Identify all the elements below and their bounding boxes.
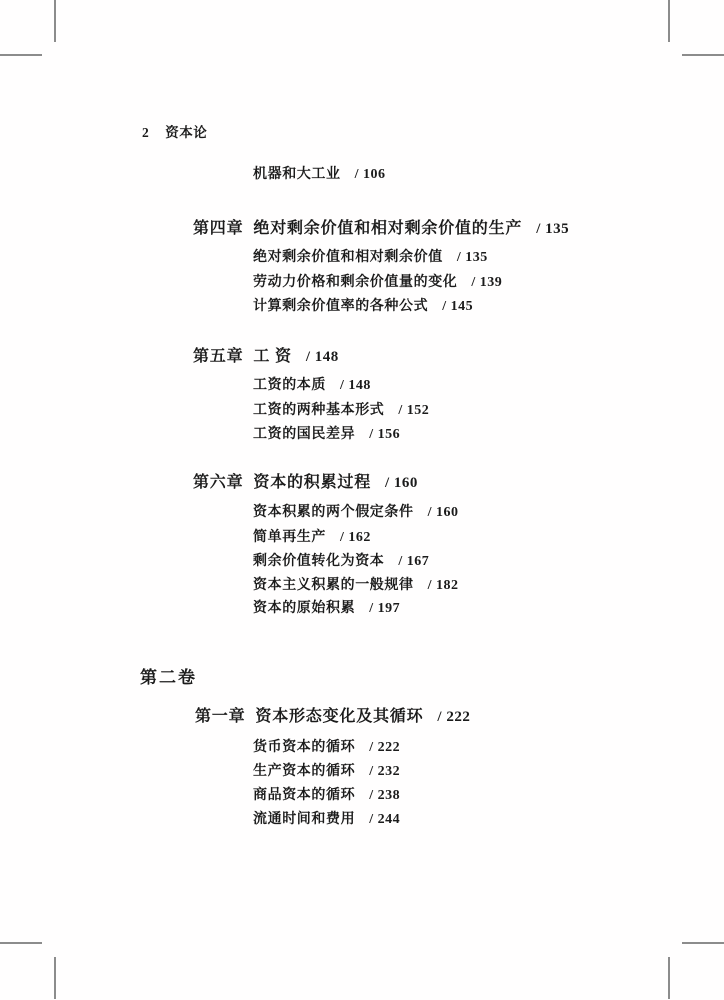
chapter-title: 绝对剩余价值和相对剩余价值的生产: [253, 220, 523, 237]
page-number: 2: [142, 125, 150, 140]
toc-entry: [253, 163, 386, 183]
volume-heading: [140, 663, 197, 688]
chapter-label: 第五章: [193, 348, 244, 365]
toc-entry-page: / 106: [354, 167, 386, 182]
toc-entry: [253, 501, 459, 521]
toc-entry-page: / 162: [340, 530, 371, 545]
running-title: 资本论: [165, 125, 208, 140]
toc-entry-title: 劳动力价格和剩余价值量的变化: [253, 275, 458, 290]
toc-entry-page: / 135: [456, 250, 488, 265]
chapter-title: 资本的积累过程: [253, 474, 372, 491]
toc-entry-page: / 167: [398, 554, 430, 569]
chapter-page: / 222: [437, 709, 471, 725]
chapter-label: 第一章: [195, 708, 246, 725]
toc-entry: [253, 526, 371, 546]
toc-entry-title: 资本的原始积累: [253, 601, 356, 616]
toc-entry-title: 生产资本的循环: [253, 764, 356, 779]
toc-entry-page: / 139: [471, 275, 503, 290]
toc-entry-title: 计算剩余价值率的各种公式: [253, 299, 429, 314]
chapter-page: / 160: [385, 475, 418, 491]
toc-entry: [253, 574, 459, 594]
toc-entry: [253, 295, 473, 315]
toc-entry-title: 货币资本的循环: [253, 740, 356, 755]
toc-entry-page: / 160: [427, 505, 459, 520]
chapter-page: / 135: [536, 221, 570, 237]
chapter-heading: [193, 215, 569, 238]
chapter-heading: [195, 703, 470, 726]
toc-entry-page: / 148: [340, 378, 371, 393]
toc-entry-page: / 238: [369, 788, 401, 803]
running-header: [142, 121, 207, 141]
toc-entry: [253, 423, 400, 443]
toc-entry-title: 绝对剩余价值和相对剩余价值: [253, 250, 443, 265]
toc-entry-title: 资本积累的两个假定条件: [253, 505, 414, 520]
chapter-page: / 148: [305, 349, 339, 365]
crop-mark-bottom-left-vertical: [54, 957, 56, 999]
toc-entry-page: / 182: [427, 578, 459, 593]
chapter-label: 第六章: [193, 474, 244, 491]
toc-entry: [253, 784, 400, 804]
toc-entry: [253, 760, 400, 780]
toc-entry: [253, 374, 371, 394]
toc-entry-page: / 222: [369, 740, 401, 755]
toc-entry-page: / 145: [442, 299, 474, 314]
crop-mark-top-right-horizontal: [682, 54, 724, 56]
chapter-heading: [193, 343, 339, 366]
toc-entry-title: 机器和大工业: [253, 167, 341, 182]
toc-entry-page: / 156: [369, 427, 401, 442]
crop-mark-top-right-vertical: [668, 0, 670, 42]
toc-entry-title: 流通时间和费用: [253, 812, 356, 827]
chapter-title: 工 资: [253, 348, 292, 365]
toc-entry: [253, 246, 488, 266]
toc-entry: [253, 271, 502, 291]
toc-entry: [253, 597, 400, 617]
toc-entry: [253, 808, 400, 828]
toc-entry-title: 简单再生产: [253, 530, 326, 545]
toc-entry-page: / 152: [398, 403, 430, 418]
toc-entry: [253, 736, 400, 756]
toc-entry-title: 资本主义积累的一般规律: [253, 578, 414, 593]
volume-heading-label: 第二卷: [140, 668, 197, 687]
crop-mark-top-left-vertical: [54, 0, 56, 42]
toc-entry-page: / 244: [369, 812, 401, 827]
toc-entry-page: / 232: [369, 764, 401, 779]
crop-mark-top-left-horizontal: [0, 54, 42, 56]
toc-entry: [253, 550, 429, 570]
toc-entry-title: 工资的两种基本形式: [253, 403, 385, 418]
toc-entry-title: 工资的本质: [253, 378, 326, 393]
toc-entry-page: / 197: [369, 601, 401, 616]
chapter-heading: [193, 469, 418, 492]
toc-entry: [253, 399, 429, 419]
chapter-label: 第四章: [193, 220, 244, 237]
toc-entry-title: 工资的国民差异: [253, 427, 356, 442]
crop-mark-bottom-left-horizontal: [0, 942, 42, 944]
toc-entry-title: 剩余价值转化为资本: [253, 554, 385, 569]
crop-mark-bottom-right-horizontal: [682, 942, 724, 944]
crop-mark-bottom-right-vertical: [668, 957, 670, 999]
toc-entry-title: 商品资本的循环: [253, 788, 356, 803]
chapter-title: 资本形态变化及其循环: [255, 708, 424, 725]
